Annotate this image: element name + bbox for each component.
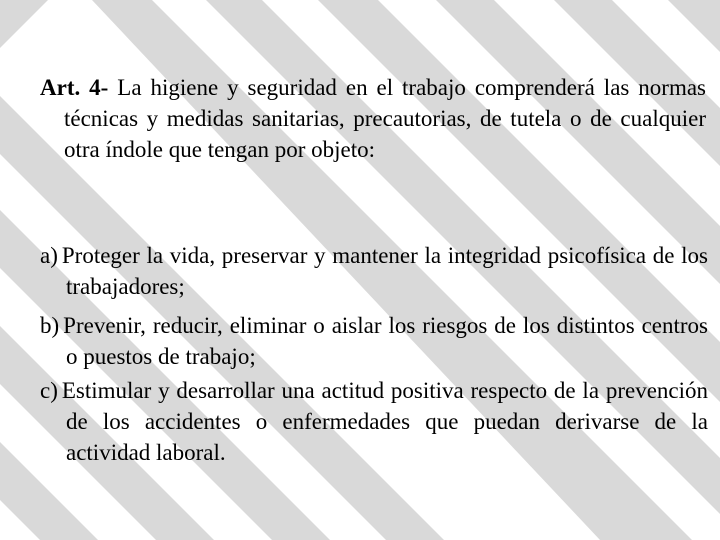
list-item <box>40 375 708 468</box>
list-item-text: Prevenir, reducir, eliminar o aislar los riesgos de los distintos centros o puestos de trabajo; <box>63 313 708 369</box>
list-item <box>40 240 708 302</box>
article-paragraph <box>40 72 706 165</box>
article-heading: Art. 4- <box>40 75 109 100</box>
list-item-text: Proteger la vida, preservar y mantener la integridad psicofísica de los trabajadores; <box>61 243 708 299</box>
list-item-marker: b) <box>40 313 60 338</box>
list-item-marker: c) <box>40 378 58 403</box>
article-body: La higiene y seguridad en el trabajo comprenderá las normas técnicas y medidas sanitarias, precautorias, de tutela o de cualquier otra índole que tengan por objeto: <box>64 75 707 162</box>
list-item-marker: a) <box>40 243 58 268</box>
list-item-text: Estimular y desarrollar una actitud positiva respecto de la prevención de los accidentes o enfermedades que puedan derivarse de la actividad laboral. <box>61 378 708 465</box>
list-item <box>40 310 708 372</box>
